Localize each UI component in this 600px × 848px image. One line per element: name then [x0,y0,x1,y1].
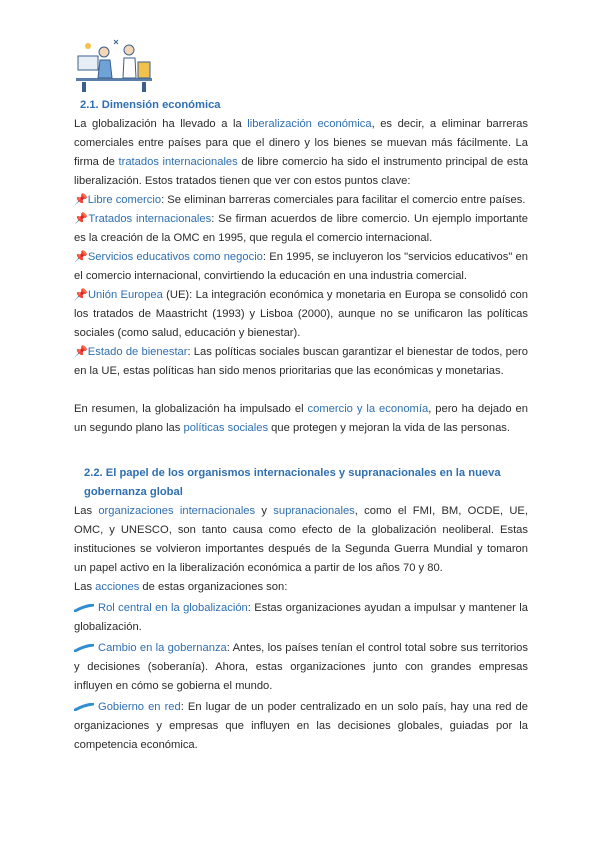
brush-dash-icon [74,703,94,711]
summary-paragraph: En resumen, la globalización ha impulsado el comercio y la economía, pero ha dejado en un segundo plano las políticas sociales que protegen y mejoran la vida de las personas. [74,403,528,434]
list-item: Rol central en la globalización: Estas organizaciones ayudan a impulsar y mantener la globalización. [74,602,528,633]
list-item: Gobierno en red: En lugar de un poder centralizado en un solo país, hay una red de organizaciones y empresas que influyen en las decisiones globales, guiadas por la competencia económica. [74,701,528,751]
pin-icon: 📌 [74,346,88,358]
pin-icon: 📌 [74,194,88,206]
people-working-illustration [74,38,154,94]
list-item: 📌Estado de bienestar: Las políticas sociales buscan garantizar el bienestar de todos, pero en la UE, estas políticas han sido menos prioritarias que las económicas y monetarias. [74,346,528,377]
pin-icon: 📌 [74,289,88,301]
actions-line: Las acciones de estas organizaciones son: [74,581,288,593]
list-item: 📌Unión Europea (UE): La integración económica y monetaria en Europa se consolidó con los tratados de Maastricht (1993) y Lisboa (2000), aunque no se unificaron las políticas sociales (como salud, educación y bienestar). [74,289,528,339]
pin-icon: 📌 [74,213,89,225]
list-item: 📌Servicios educativos como negocio: En 1995, se incluyeron los "servicios educativos" en el comercio internacional, convirtiendo la educación en una industria comercial. [74,251,528,282]
brush-dash-icon [74,604,94,612]
pin-icon: 📌 [74,251,88,263]
section-economic [74,96,528,438]
list-item: 📌Tratados internacionales: Se firman acuerdos de libre comercio. Un ejemplo importante es la creación de la OMC en 1995, que regula el comercio internacional. [74,213,528,244]
list-item: 📌Libre comercio: Se eliminan barreras comerciales para facilitar el comercio entre países. [74,194,526,206]
section-heading: 2.1. Dimensión económica [80,99,221,111]
intro-paragraph: La globalización ha llevado a la liberalización económica, es decir, a eliminar barreras comerciales entre países para que el dinero y los bienes se muevan más fácilmente. La firma de tratados internacionales de libre comercio ha sido el instrumento principal de esta liberalización. Estos tratados tienen que ver con estos puntos clave: [74,118,528,187]
brush-dash-icon [74,644,94,652]
section-heading: 2.2. El papel de los organismos internacionales y supranacionales en la nueva gobernanza global [84,467,501,498]
intro-paragraph: Las organizaciones internacionales y supranacionales, como el FMI, BM, OCDE, UE, OMC, y UNESCO, son tanto causa como efecto de la globalización neoliberal. Estas instituciones se volvieron importantes después de la Segunda Guerra Mundial y tomaron un papel activo en la liberalización económica a partir de los años 70 y 80. [74,505,528,574]
list-item: Cambio en la gobernanza: Antes, los países tenían el control total sobre sus territorios y decisiones (soberanía). Ahora, estas organizaciones junto con grandes empresas influyen en cómo se gobierna el mundo. [74,642,528,692]
section-organisms [74,464,528,755]
